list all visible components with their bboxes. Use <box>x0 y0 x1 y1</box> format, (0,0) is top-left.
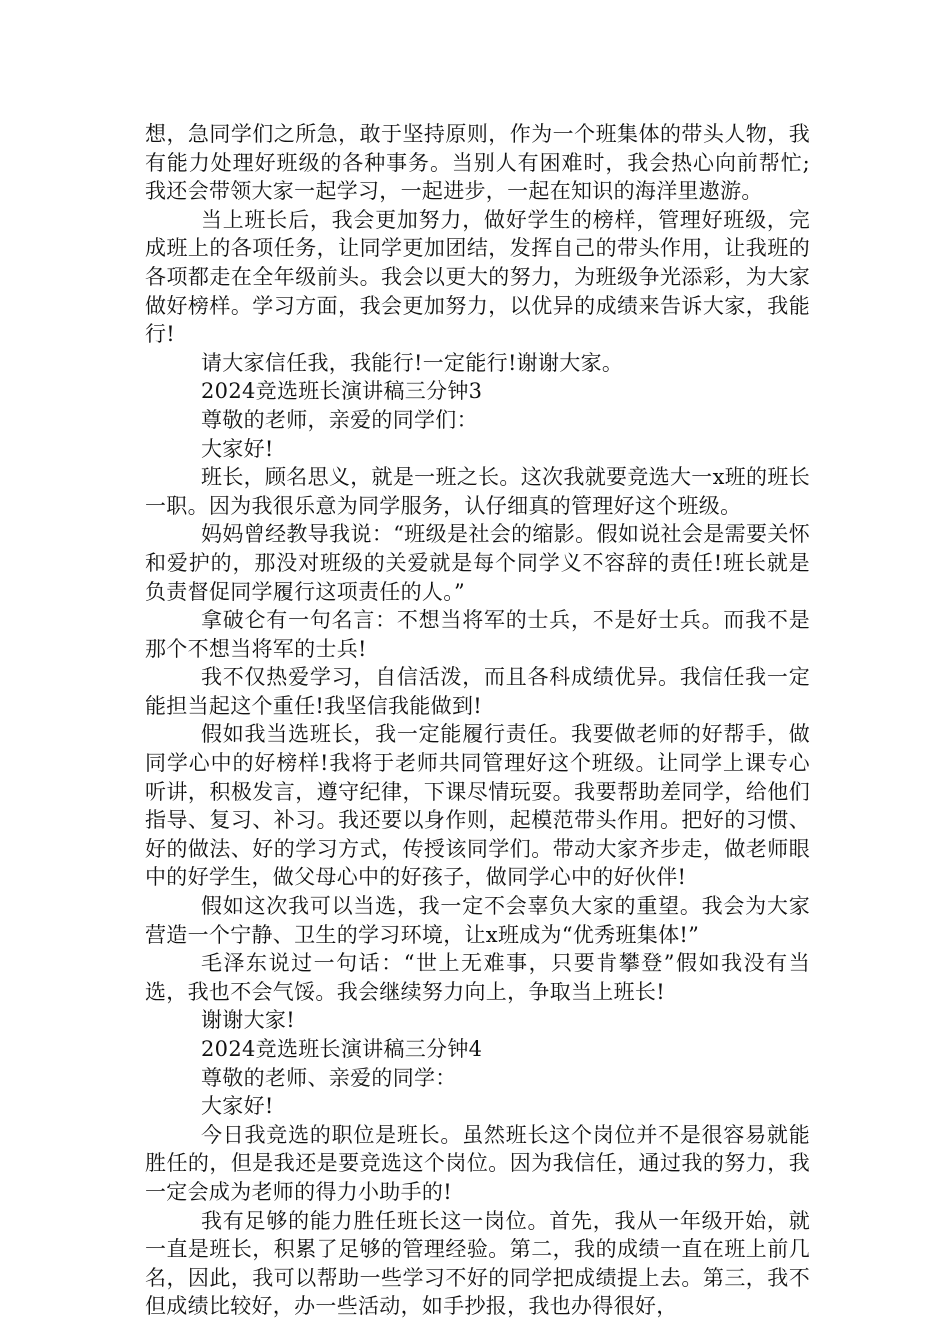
paragraph: 拿破仑有一句名言：不想当将军的士兵，不是好士兵。而我不是那个不想当将军的士兵! <box>145 608 810 661</box>
document-body <box>145 120 810 1321</box>
paragraph: 假如这次我可以当选，我一定不会辜负大家的重望。我会为大家营造一个宁静、卫生的学习环境，让x班成为“优秀班集体!” <box>145 894 810 947</box>
paragraph: 想，急同学们之所急，敢于坚持原则，作为一个班集体的带头人物，我有能力处理好班级的各种事务。当别人有困难时，我会热心向前帮忙;我还会带领大家一起学习，一起进步，一起在知识的海洋里遨游。 <box>145 122 810 204</box>
section-heading: 2024竞选班长演讲稿三分钟4 <box>201 1037 483 1061</box>
salutation: 尊敬的老师、亲爱的同学： <box>201 1065 457 1090</box>
paragraph: 毛泽东说过一句话：“世上无难事，只要肯攀登”假如我没有当选，我也不会气馁。我会继续努力向上，争取当上班长! <box>145 951 810 1004</box>
paragraph: 班长，顾名思义，就是一班之长。这次我就要竞选大一x班的班长一职。因为我很乐意为同学服务，认仔细真的管理好这个班级。 <box>145 465 810 518</box>
greeting: 大家好! <box>201 436 274 461</box>
paragraph: 假如我当选班长，我一定能履行责任。我要做老师的好帮手，做同学心中的好榜样!我将于老师共同管理好这个班级。让同学上课专心听讲，积极发言，遵守纪律，下课尽情玩耍。我要帮助差同学，给他们指导、复习、补习。我还要以身作则，起模范带头作用。把好的习惯、好的做法、好的学习方式，传授该同学们。带动大家齐步走，做老师眼中的好学生，做父母心中的好孩子，做同学心中的好伙伴! <box>145 722 810 890</box>
greeting: 大家好! <box>201 1094 274 1119</box>
salutation: 尊敬的老师，亲爱的同学们： <box>201 407 478 432</box>
paragraph: 我不仅热爱学习，自信活泼，而且各科成绩优异。我信任我一定能担当起这个重任!我坚信我能做到! <box>145 665 810 718</box>
paragraph: 请大家信任我，我能行!一定能行!谢谢大家。 <box>201 350 624 375</box>
paragraph: 我有足够的能力胜任班长这一岗位。首先，我从一年级开始，就一直是班长，积累了足够的管理经验。第二，我的成绩一直在班上前几名，因此，我可以帮助一些学习不好的同学把成绩提上去。第三，我不但成绩比较好，办一些活动，如手抄报，我也办得很好， <box>145 1208 810 1319</box>
paragraph: 今日我竞选的职位是班长。虽然班长这个岗位并不是很容易就能胜任的，但是我还是要竞选这个岗位。因为我信任，通过我的努力，我一定会成为老师的得力小助手的! <box>145 1122 810 1204</box>
paragraph: 当上班长后，我会更加努力，做好学生的榜样，管理好班级，完成班上的各项任务，让同学更加团结，发挥自己的带头作用，让我班的各项都走在全年级前头。我会以更大的努力，为班级争光添彩，为大家做好榜样。学习方面，我会更加努力，以优异的成绩来告诉大家，我能行! <box>145 207 810 347</box>
closing: 谢谢大家! <box>201 1008 295 1033</box>
section-heading: 2024竞选班长演讲稿三分钟3 <box>201 379 483 404</box>
paragraph: 妈妈曾经教导我说：“班级是社会的缩影。假如说社会是需要关怀和爱护的，那没对班级的关爱就是每个同学义不容辞的责任!班长就是负责督促同学履行这项责任的人。” <box>145 522 810 604</box>
